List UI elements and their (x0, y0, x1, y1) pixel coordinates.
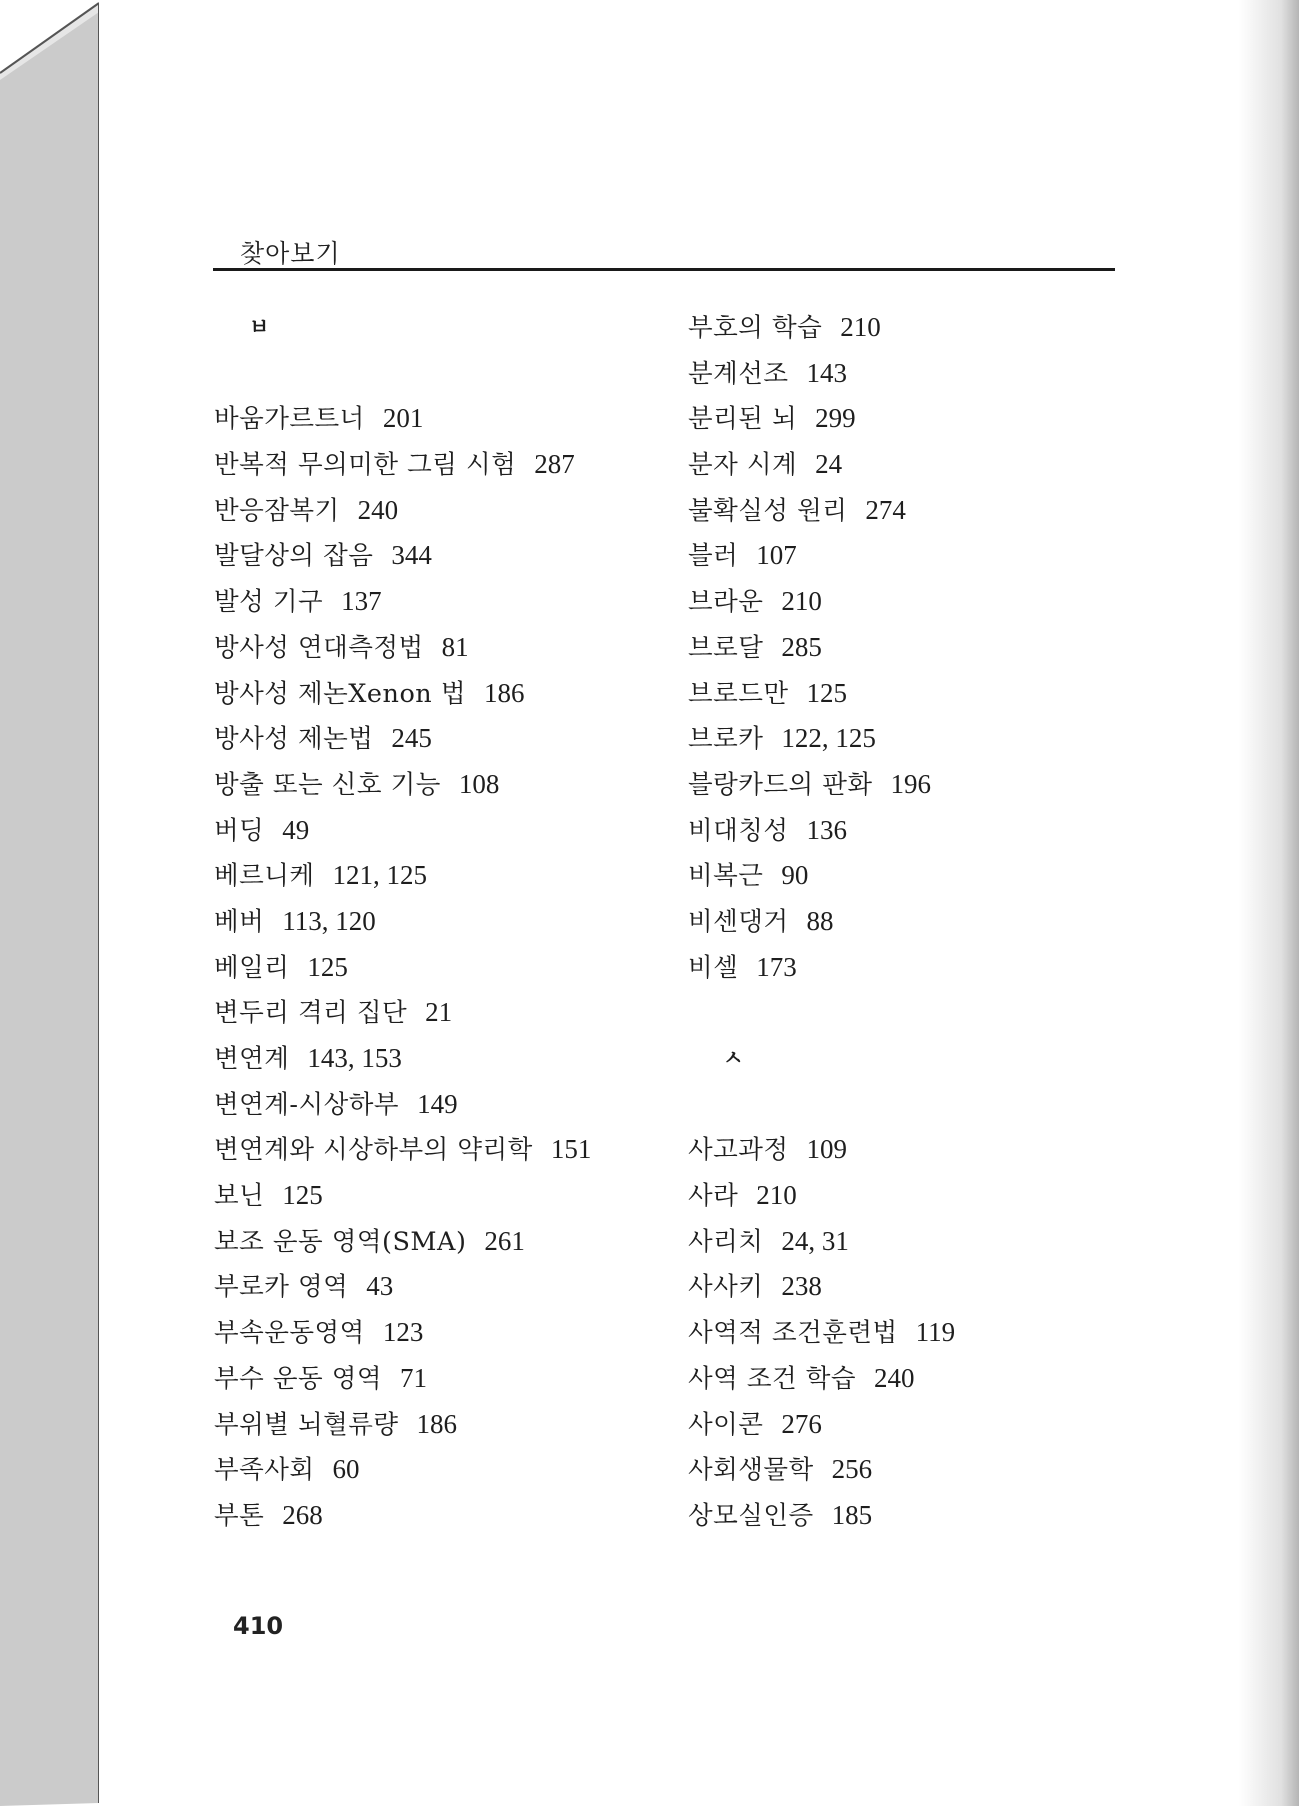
index-term: 방사성 제논Xenon 법 (214, 678, 466, 709)
index-entry (214, 533, 684, 579)
index-pages: 287 (534, 449, 575, 480)
index-entry (688, 533, 1158, 579)
index-pages: 88 (806, 905, 834, 936)
index-pages: 24, 31 (781, 1225, 849, 1256)
index-entry (688, 716, 1158, 762)
index-pages: 344 (391, 540, 432, 571)
index-entry (688, 1127, 1158, 1173)
index-entry (688, 1493, 1158, 1539)
index-entry (688, 1356, 1158, 1402)
index-entry (688, 579, 1158, 625)
index-pages: 201 (382, 403, 424, 434)
index-entry (214, 396, 684, 442)
index-term: 베르니케 (214, 861, 315, 892)
index-term: 베버 (214, 906, 265, 937)
index-pages: 274 (865, 494, 906, 525)
index-pages: 210 (756, 1180, 797, 1211)
index-pages: 119 (915, 1317, 956, 1348)
index-entry (214, 442, 684, 488)
index-entry (214, 1447, 684, 1493)
book-spine (0, 0, 100, 1806)
index-term: 부족사회 (214, 1455, 315, 1486)
index-entry (688, 853, 1158, 899)
index-term: 부위별 뇌혈류량 (214, 1409, 399, 1440)
index-term: 블랑카드의 판화 (688, 769, 873, 800)
index-pages: 60 (332, 1454, 360, 1485)
index-term: 부속운동영역 (214, 1318, 365, 1349)
index-term: 사역 조건 학습 (688, 1363, 857, 1394)
index-pages: 24 (815, 449, 843, 480)
index-pages: 240 (357, 494, 399, 525)
index-entry (688, 625, 1158, 671)
index-pages: 245 (391, 723, 432, 754)
index-pages: 109 (806, 1134, 848, 1165)
index-term: 바움가르트너 (214, 404, 365, 435)
index-term: 사고과정 (688, 1135, 789, 1166)
index-entry (688, 762, 1158, 808)
index-entry (214, 853, 684, 899)
index-entry (214, 1219, 684, 1265)
index-entry (214, 671, 684, 717)
index-term: 분자 시계 (688, 450, 798, 481)
index-term: 비센댕거 (688, 906, 789, 937)
index-term: 비복근 (688, 861, 764, 892)
index-entry (214, 488, 684, 534)
index-entry (688, 1402, 1158, 1448)
index-entry (688, 1173, 1158, 1219)
index-pages: 210 (781, 586, 822, 617)
index-entry (214, 1402, 684, 1448)
index-entry (688, 488, 1158, 534)
index-term: 사역적 조건훈련법 (688, 1318, 898, 1349)
index-pages: 122, 125 (781, 723, 876, 754)
index-term: 사사키 (688, 1272, 764, 1303)
index-pages: 121, 125 (332, 860, 428, 891)
index-entry (688, 808, 1158, 854)
index-entry (214, 899, 684, 945)
index-pages: 143 (806, 357, 848, 388)
page-number: 410 (233, 1612, 284, 1640)
index-term: 방사성 제논법 (214, 724, 374, 755)
index-term: 브로카 (688, 724, 764, 755)
index-pages: 143, 153 (307, 1043, 402, 1073)
index-entry (688, 305, 1158, 351)
index-term: 방사성 연대측정법 (214, 632, 424, 663)
index-entry (214, 625, 684, 671)
index-term: 부톤 (214, 1500, 265, 1531)
index-entry (214, 1493, 684, 1539)
index-term: 브로드만 (688, 678, 789, 709)
index-entry (214, 945, 684, 991)
index-entry (688, 1219, 1158, 1265)
index-pages: 210 (840, 312, 881, 342)
index-term: 분리된 뇌 (688, 404, 798, 435)
index-term: 변연계와 시상하부의 약리학 (214, 1135, 533, 1166)
index-pages: 123 (382, 1317, 424, 1348)
index-entry (688, 351, 1158, 397)
section-letter: ㅂ (249, 315, 270, 339)
index-pages: 108 (458, 768, 500, 799)
index-entry (688, 945, 1158, 991)
index-term: 방출 또는 신호 기능 (214, 769, 441, 800)
index-column-left (214, 305, 684, 1539)
index-term: 부호의 학습 (688, 313, 823, 343)
index-pages: 137 (341, 586, 382, 617)
index-pages: 173 (756, 951, 797, 982)
index-entry (214, 1356, 684, 1402)
index-term: 비셀 (688, 952, 739, 983)
index-entry (214, 1173, 684, 1219)
index-entry (214, 990, 684, 1036)
index-pages: 186 (416, 1408, 458, 1439)
index-entry (688, 1310, 1158, 1356)
index-term: 발달상의 잡음 (214, 541, 374, 572)
page-edge-shadow (1239, 0, 1299, 1806)
section-letter: ㅅ (723, 1046, 744, 1070)
index-term: 발성 기구 (214, 587, 324, 618)
index-entry (214, 1082, 684, 1128)
index-term: 반복적 무의미한 그림 시험 (214, 450, 517, 481)
index-term: 부로카 영역 (214, 1272, 349, 1303)
index-pages: 268 (282, 1499, 323, 1530)
index-entry (688, 1447, 1158, 1493)
index-pages: 49 (282, 814, 310, 845)
index-term: 변연계-시상하부 (214, 1089, 400, 1120)
index-term: 브로달 (688, 632, 764, 663)
index-entry (214, 808, 684, 854)
index-entry (214, 762, 684, 808)
index-term: 사리치 (688, 1226, 764, 1257)
index-pages: 299 (815, 403, 856, 434)
index-pages: 238 (781, 1271, 822, 1302)
index-term: 버딩 (214, 815, 265, 846)
index-pages: 256 (831, 1454, 873, 1485)
index-pages: 240 (874, 1362, 915, 1393)
index-pages: 21 (425, 997, 453, 1028)
index-pages: 261 (484, 1225, 525, 1256)
index-term: 부수 운동 영역 (214, 1363, 383, 1394)
index-entry (214, 1036, 684, 1082)
index-term: 반응잠복기 (214, 495, 340, 526)
index-pages: 149 (417, 1088, 458, 1119)
index-term: 분계선조 (688, 358, 789, 389)
index-pages: 125 (282, 1180, 323, 1211)
index-term: 브라운 (688, 587, 764, 618)
index-term: 변연계 (214, 1044, 290, 1074)
index-pages: 125 (307, 951, 348, 982)
index-entry (688, 442, 1158, 488)
index-pages: 107 (756, 540, 797, 571)
index-entry (688, 396, 1158, 442)
section-gap (688, 990, 1158, 1036)
index-pages: 285 (781, 631, 822, 662)
index-pages: 185 (831, 1499, 873, 1530)
index-term: 보조 운동 영역(SMA) (214, 1226, 467, 1257)
index-term: 비대칭성 (688, 815, 789, 846)
section-gap (688, 1082, 1158, 1128)
running-head: 찾아보기 (240, 239, 341, 268)
index-term: 변두리 격리 집단 (214, 998, 408, 1029)
index-pages: 136 (806, 814, 848, 845)
index-entry (214, 1264, 684, 1310)
index-pages: 113, 120 (282, 905, 376, 936)
index-column-right (688, 305, 1158, 1539)
index-pages: 81 (441, 631, 469, 662)
index-pages: 186 (483, 677, 525, 708)
index-term: 사회생물학 (688, 1455, 814, 1486)
index-pages: 125 (806, 677, 848, 708)
index-term: 블러 (688, 541, 739, 572)
index-entry (214, 716, 684, 762)
index-term: 사이콘 (688, 1409, 764, 1440)
index-term: 상모실인증 (688, 1500, 814, 1531)
index-pages: 151 (550, 1134, 592, 1165)
index-pages: 43 (366, 1271, 394, 1302)
index-entry (214, 579, 684, 625)
index-term: 베일리 (214, 952, 290, 983)
index-entry (214, 1310, 684, 1356)
header-rule (213, 268, 1115, 271)
index-pages: 276 (781, 1408, 822, 1439)
index-term: 보닌 (214, 1181, 265, 1212)
index-entry (688, 899, 1158, 945)
index-term: 불확실성 원리 (688, 495, 848, 526)
index-pages: 71 (400, 1362, 428, 1393)
index-entry (688, 671, 1158, 717)
index-pages: 196 (890, 768, 932, 799)
index-entry (214, 1127, 684, 1173)
index-pages: 90 (781, 860, 809, 891)
index-entry (688, 1264, 1158, 1310)
index-term: 사라 (688, 1181, 739, 1212)
section-gap (214, 351, 684, 397)
